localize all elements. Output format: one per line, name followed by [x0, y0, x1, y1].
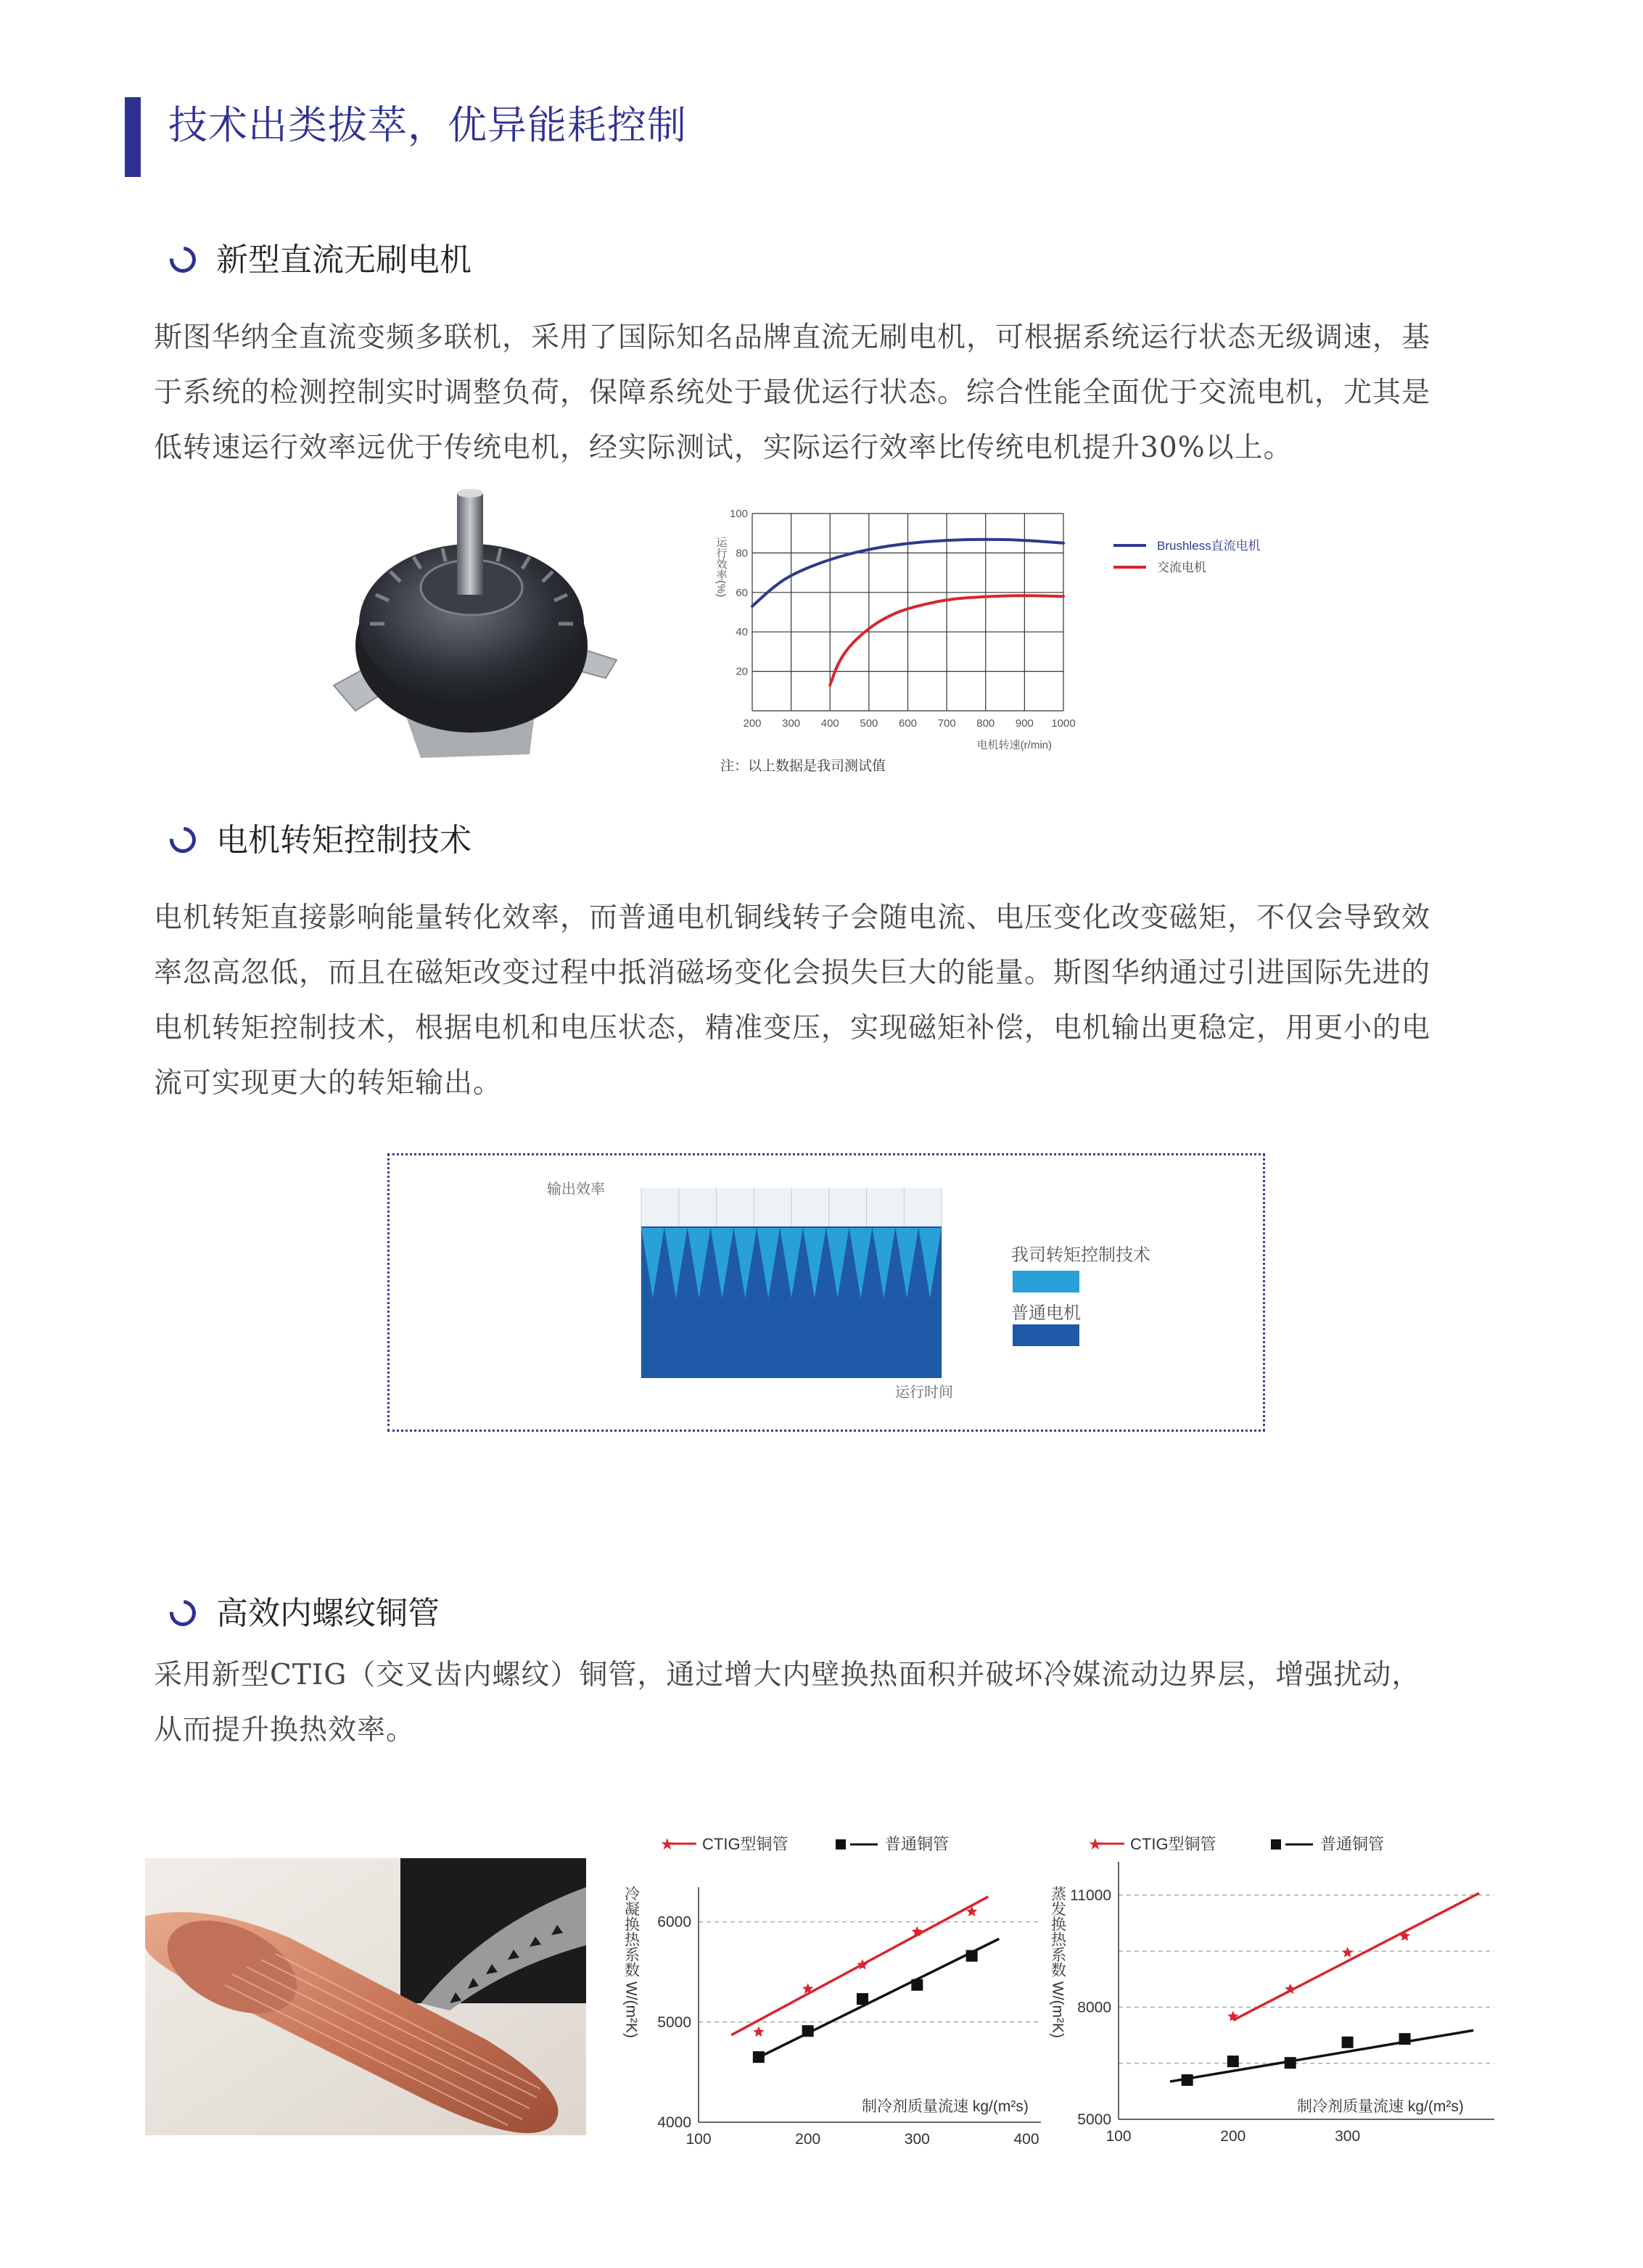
legend-square-marker-icon [836, 1839, 846, 1850]
fit-line-ctig [1233, 1893, 1479, 2020]
data-point-normal [802, 2025, 814, 2037]
x-axis-ticks [743, 717, 1075, 730]
y-axis-label: 蒸发换热系数 W/(m²K) [1049, 1886, 1066, 2038]
y-axis-label: 冷凝换热系数 W/(m²K) [622, 1886, 640, 2038]
y-tick-label: 60 [736, 586, 748, 599]
legend-label-normal: 普通铜管 [885, 1835, 950, 1853]
x-tick-label: 600 [898, 717, 918, 730]
y-tick-label: 5000 [657, 2013, 691, 2031]
x-tick-label: 200 [743, 717, 762, 730]
section-heading-tube [170, 1587, 440, 1633]
section-heading-torque [170, 814, 472, 860]
legend-label-ac: 交流电机 [1157, 561, 1206, 574]
paragraph-line: 从而提升换热效率。 [154, 1714, 416, 1747]
x-tick-label: 300 [904, 2131, 930, 2148]
page-title: 技术出类拔萃，优异能耗控制 [168, 102, 687, 148]
legend-label-ctig: CTIG型铜管 [702, 1835, 788, 1853]
x-axis-label: 制冷剂质量流速 kg/(m²s) [1297, 2098, 1464, 2115]
data-point-ctig [857, 1959, 868, 1969]
title-accent-bar [125, 97, 141, 177]
x-tick-label: 1000 [1051, 717, 1076, 730]
y-axis-label: 输出效率 [547, 1182, 605, 1197]
circle-bullet-icon [165, 1594, 202, 1631]
chart-note: 注：以上数据是我司测试值 [720, 759, 886, 774]
paragraph-line: 电机转矩控制技术，根据电机和电压状态，精准变压，实现磁矩补偿，电机输出更稳定，用更小的电 [154, 1012, 1431, 1044]
y-tick-label: 11000 [1070, 1886, 1111, 1904]
x-axis-label: 制冷剂质量流速 kg/(m²s) [862, 2098, 1029, 2115]
condensation-chart [617, 1826, 1052, 2174]
efficiency-chart [704, 500, 1320, 791]
data-point-normal [1342, 2037, 1354, 2048]
data-point-normal [1227, 2055, 1239, 2067]
data-point-normal [1182, 2074, 1193, 2086]
y-tick-label: 40 [736, 626, 748, 639]
data-point-ctig [1342, 1947, 1353, 1958]
legend-label-normal: 普通电机 [1011, 1304, 1081, 1323]
x-tick-label: 800 [976, 717, 995, 730]
y-tick-label: 6000 [657, 1913, 691, 1931]
x-tick-label: 700 [937, 717, 956, 730]
legend-swatch-normal [1013, 1324, 1079, 1346]
legend-label-normal: 普通铜管 [1320, 1835, 1385, 1853]
paragraph-line: 斯图华纳全直流变频多联机，采用了国际知名品牌直流无刷电机，可根据系统运行状态无级调速，基 [154, 321, 1431, 354]
circle-bullet-icon [165, 241, 202, 278]
fit-line-ctig [731, 1897, 988, 2035]
x-tick-label: 400 [820, 717, 839, 730]
data-point-normal [857, 1993, 868, 2005]
dc-motor-image [319, 479, 631, 776]
y-tick-label: 8000 [1077, 1999, 1111, 2016]
y-axis-ticks [730, 508, 748, 678]
paragraph-tube [154, 1648, 1420, 1758]
x-tick-label: 100 [1105, 2128, 1132, 2145]
section-heading-text: 新型直流无刷电机 [216, 242, 472, 279]
data-point-normal [1399, 2033, 1411, 2045]
x-tick-label: 200 [795, 2131, 821, 2148]
data-point-ctig [753, 2026, 764, 2037]
legend-swatch-ours [1013, 1271, 1079, 1292]
section-heading-text: 电机转矩控制技术 [216, 822, 472, 859]
x-tick-label: 400 [1013, 2131, 1039, 2148]
x-tick-label: 200 [1220, 2128, 1246, 2145]
legend-star-marker-icon: ★ [1088, 1835, 1103, 1853]
section-heading-motor [170, 234, 472, 280]
torque-chart [387, 1153, 1265, 1432]
legend-star-marker-icon: ★ [660, 1835, 675, 1853]
legend-label-ctig: CTIG型铜管 [1130, 1835, 1216, 1853]
x-axis-label: 电机转速(r/min) [976, 739, 1052, 751]
legend-square-marker-icon [1271, 1839, 1281, 1850]
y-tick-label: 5000 [1077, 2111, 1111, 2128]
section-heading-text: 高效内螺纹铜管 [216, 1595, 440, 1632]
paragraph-line: 电机转矩直接影响能量转化效率，而普通电机铜线转子会随电流、电压变化改变磁矩，不仅会导致效 [154, 902, 1431, 934]
y-tick-label: 80 [736, 547, 748, 560]
copper-tube-image [145, 1858, 586, 2135]
x-axis-label: 运行时间 [895, 1385, 953, 1401]
y-tick-label: 100 [729, 508, 748, 520]
paragraph-line: 率忽高忽低，而且在磁矩改变过程中抵消磁场变化会损失巨大的能量。斯图华纳通过引进国际先进的 [154, 957, 1431, 989]
paragraph-line: 采用新型CTIG（交叉齿内螺纹）铜管，通过增大内壁换热面积并破坏冷媒流动边界层，增强扰动， [154, 1659, 1421, 1691]
evaporation-chart [1045, 1826, 1494, 2174]
y-axis-label: 运行效率(%) [715, 537, 728, 598]
data-point-normal [966, 1950, 978, 1962]
data-point-normal [1285, 2057, 1296, 2069]
x-tick-label: 500 [860, 717, 878, 730]
y-tick-label: 20 [736, 665, 748, 678]
x-tick-label: 900 [1015, 717, 1034, 730]
x-tick-label: 300 [782, 717, 801, 730]
paragraph-line: 于系统的检测控制实时调整负荷，保障系统处于最优运行状态。综合性能全面优于交流电机，尤其是 [154, 376, 1431, 409]
paragraph-line: 低转速运行效率远优于传统电机，经实际测试，实际运行效率比传统电机提升30%以上。 [154, 432, 1293, 464]
x-tick-label: 300 [1335, 2128, 1361, 2145]
x-tick-label: 100 [685, 2131, 712, 2148]
data-point-ctig [1399, 1931, 1410, 1941]
legend-label-ours: 我司转矩控制技术 [1011, 1246, 1150, 1265]
circle-bullet-icon [165, 821, 202, 858]
legend-label-brushless: Brushless直流电机 [1157, 539, 1261, 553]
paragraph-motor [154, 310, 1430, 476]
paragraph-torque [154, 891, 1430, 1111]
fit-line-normal [1170, 2030, 1473, 2082]
paragraph-line: 流可实现更大的转矩输出。 [154, 1067, 503, 1100]
data-point-normal [753, 2051, 765, 2063]
y-tick-label: 4000 [657, 2114, 691, 2131]
data-point-normal [911, 1979, 923, 1991]
